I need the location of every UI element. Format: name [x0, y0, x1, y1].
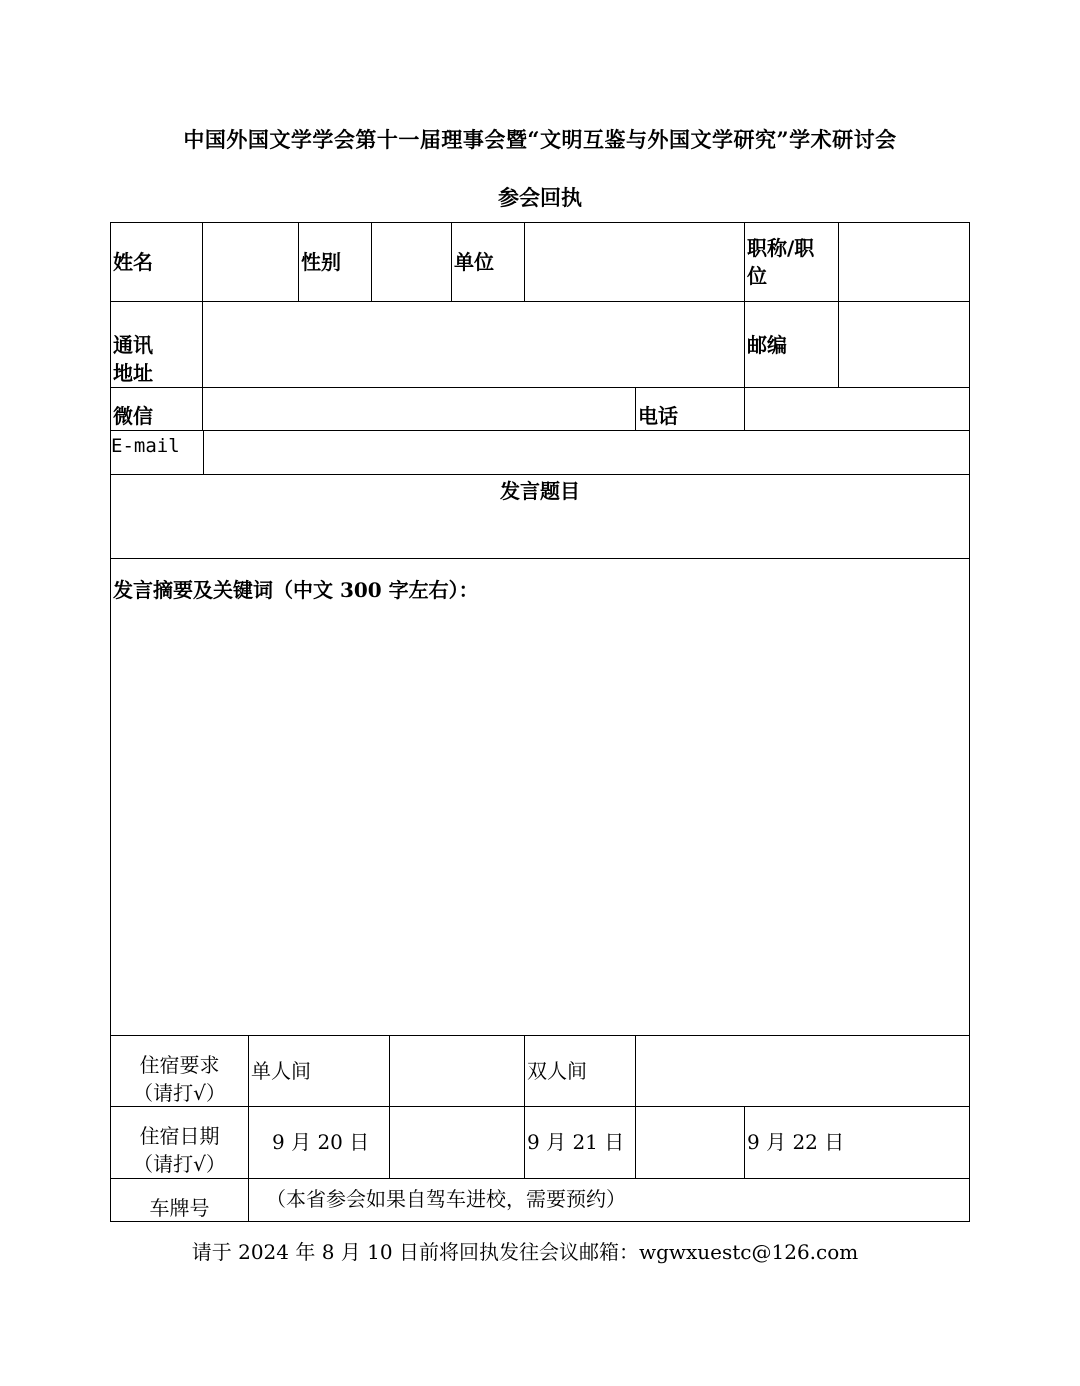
accommodation-label-line1: 住宿要求 [139, 1053, 220, 1077]
dates-label-line1: 住宿日期 [139, 1124, 220, 1148]
address-label [113, 331, 153, 387]
date-sep-21-label: 9 月 21 日 [527, 1130, 625, 1154]
unit-field[interactable] [525, 223, 744, 301]
email-field[interactable] [204, 431, 969, 474]
topic-field[interactable] [111, 506, 969, 558]
accommodation-label-line2: （请打√） [133, 1081, 226, 1105]
table-col-divider [298, 222, 299, 302]
date-sep-20-label: 9 月 20 日 [272, 1130, 370, 1154]
accommodation-label [111, 1051, 248, 1107]
job-title-label-line2: 位 [747, 264, 767, 288]
unit-label: 单位 [454, 250, 494, 274]
address-field[interactable] [203, 302, 744, 387]
plate-field[interactable] [249, 1179, 969, 1221]
table-col-divider [635, 387, 636, 431]
date-sep-22-label: 9 月 22 日 [747, 1130, 845, 1154]
phone-label: 电话 [638, 404, 678, 428]
address-label-line2: 地址 [113, 361, 153, 385]
plate-note: （本省参会如果自驾车进校，需要预约） [266, 1187, 626, 1211]
double-room-check[interactable] [636, 1036, 969, 1106]
abstract-label: 发言摘要及关键词（中文 300 字左右）： [113, 578, 479, 602]
table-row-divider [110, 474, 970, 475]
table-col-divider [744, 1106, 745, 1179]
dates-label-line2: （请打√） [133, 1152, 226, 1176]
email-label: E-mail [111, 435, 180, 457]
wechat-label: 微信 [113, 404, 153, 428]
double-room-label: 双人间 [527, 1059, 587, 1083]
postcode-label: 邮编 [747, 333, 787, 357]
table-row-divider [110, 558, 970, 559]
single-room-label: 单人间 [251, 1059, 311, 1083]
table-col-divider [744, 222, 745, 388]
table-border-right [969, 222, 970, 1222]
date-sep-21-check[interactable] [636, 1107, 744, 1178]
gender-label: 性别 [301, 250, 341, 274]
name-field[interactable] [203, 223, 298, 301]
footer-note: 请于 2024 年 8 月 10 日前将回执发往会议邮箱：wgwxuestc@126.com [191, 1240, 859, 1264]
job-title-label-line1: 职称/职 [747, 236, 815, 260]
single-room-check[interactable] [390, 1036, 524, 1106]
abstract-field[interactable] [111, 606, 969, 1035]
phone-field[interactable] [745, 388, 969, 430]
dates-label [111, 1122, 248, 1178]
plate-label: 车牌号 [149, 1196, 210, 1220]
page-title: 中国外国文学学会第十一届理事会暨“文明互鉴与外国文学研究”学术研讨会 [183, 127, 897, 152]
date-sep-20-check[interactable] [390, 1107, 524, 1178]
name-label: 姓名 [113, 250, 153, 274]
job-title-label [747, 234, 814, 290]
gender-field[interactable] [372, 223, 451, 301]
table-col-divider [524, 1035, 525, 1179]
wechat-field[interactable] [203, 388, 635, 430]
postcode-field[interactable] [839, 302, 969, 387]
page-subtitle: 参会回执 [498, 185, 582, 210]
job-title-field[interactable] [839, 223, 969, 301]
table-col-divider [451, 222, 452, 302]
address-label-line1: 通讯 [113, 333, 153, 357]
topic-label: 发言题目 [500, 479, 580, 503]
